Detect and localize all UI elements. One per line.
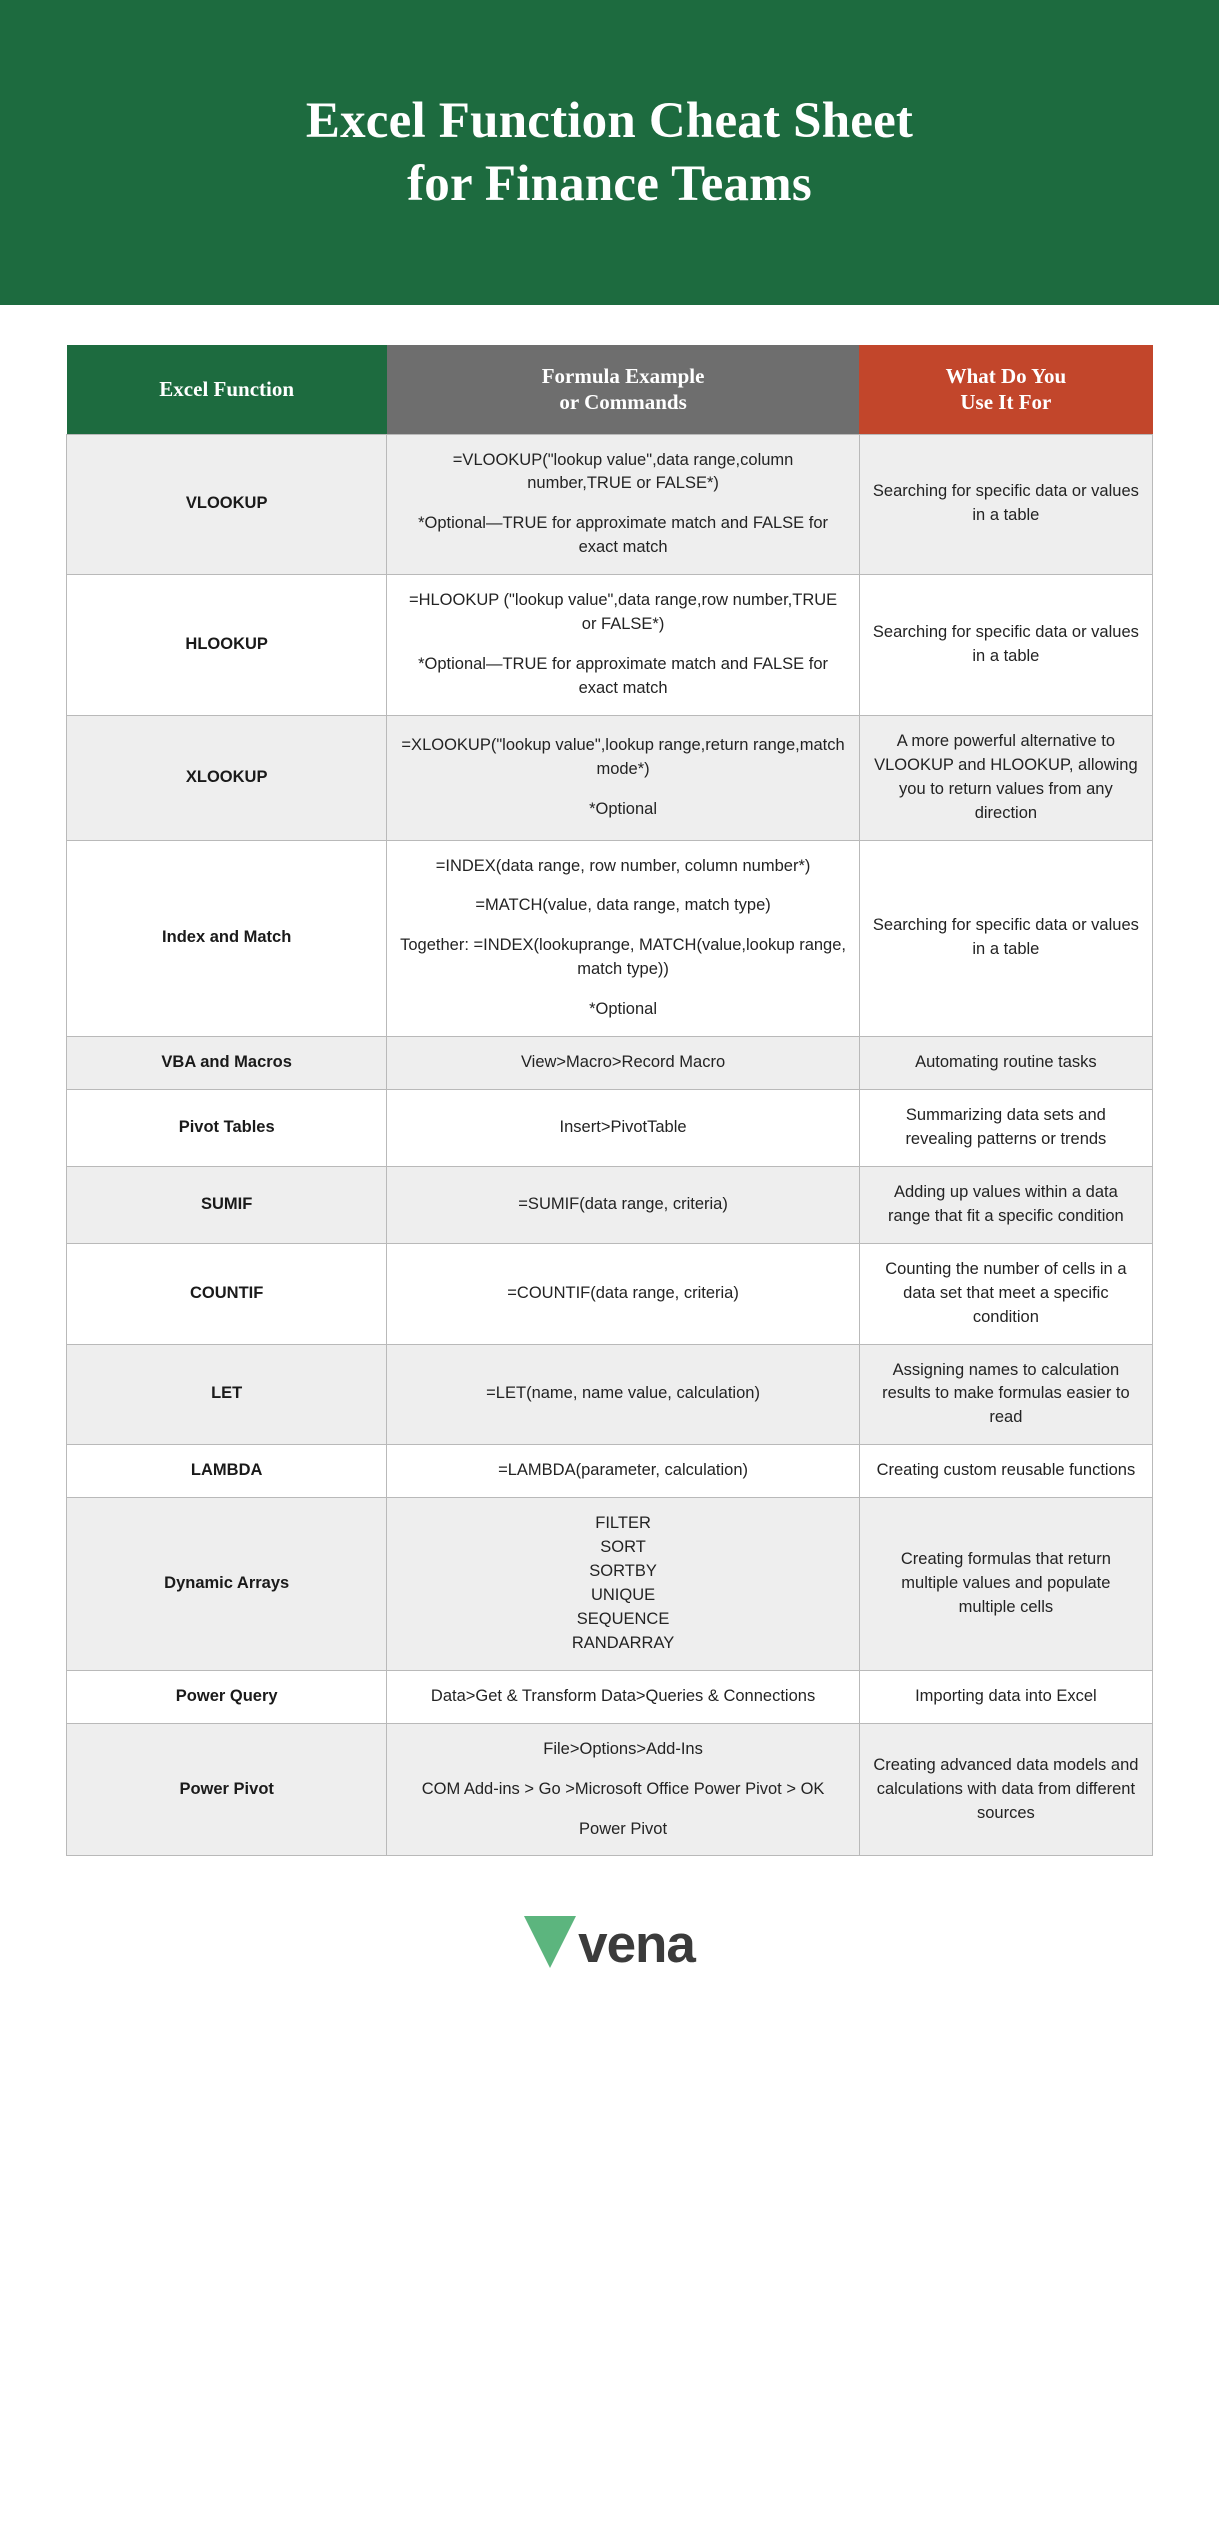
cell-function: Index and Match [67,840,387,1037]
cell-usage: Creating formulas that return multiple values and populate multiple cells [859,1498,1152,1671]
table-row [67,1166,1153,1243]
vena-logo [524,1915,695,1975]
cell-usage: Adding up values within a data range that fit a specific condition [859,1166,1152,1243]
cheat-sheet-table-container [0,305,1219,1856]
cell-function: SUMIF [67,1166,387,1243]
page-title-line-2: for Finance Teams [407,155,812,212]
cell-function: Dynamic Arrays [67,1498,387,1671]
cell-formula: =INDEX(data range, row number, column number*) =MATCH(value, data range, match type) Together: =INDEX(lookuprange, MATCH(value,lookup range, match type)) *Optional [387,840,859,1037]
page-title [306,90,913,214]
cell-usage: A more powerful alternative to VLOOKUP and HLOOKUP, allowing you to return values from any direction [859,715,1152,840]
cell-usage: Searching for specific data or values in a table [859,840,1152,1037]
page-header [0,0,1219,305]
cell-formula: =SUMIF(data range, criteria) [387,1166,859,1243]
table-row [67,1037,1153,1090]
cell-formula: FILTER SORT SORTBY UNIQUE SEQUENCE RANDARRAY [387,1498,859,1671]
cell-usage: Creating custom reusable functions [859,1445,1152,1498]
excel-function-table [66,345,1153,1856]
cell-function: HLOOKUP [67,575,387,716]
column-header-usage: What Do You Use It For [859,345,1152,434]
page-footer [0,1856,1219,2018]
cell-usage: Importing data into Excel [859,1670,1152,1723]
cell-usage: Searching for specific data or values in a table [859,575,1152,716]
cell-usage: Assigning names to calculation results to make formulas easier to read [859,1344,1152,1445]
cell-function: LAMBDA [67,1445,387,1498]
vena-logo-mark-icon [524,1916,576,1968]
table-row [67,1670,1153,1723]
table-row [67,1243,1153,1344]
cell-usage: Creating advanced data models and calculations with data from different sources [859,1723,1152,1856]
page-title-line-1: Excel Function Cheat Sheet [305,93,914,150]
cell-usage: Searching for specific data or values in a table [859,434,1152,575]
cell-formula: Data>Get & Transform Data>Queries & Connections [387,1670,859,1723]
table-row [67,840,1153,1037]
cell-formula: =LET(name, name value, calculation) [387,1344,859,1445]
cell-formula: View>Macro>Record Macro [387,1037,859,1090]
cell-function: LET [67,1344,387,1445]
table-row [67,1445,1153,1498]
cell-function: VLOOKUP [67,434,387,575]
cell-function: XLOOKUP [67,715,387,840]
cell-formula: =LAMBDA(parameter, calculation) [387,1445,859,1498]
cell-function: Power Pivot [67,1723,387,1856]
cell-formula: =XLOOKUP("lookup value",lookup range,return range,match mode*) *Optional [387,715,859,840]
table-row [67,715,1153,840]
cell-formula: =HLOOKUP ("lookup value",data range,row number,TRUE or FALSE*) *Optional—TRUE for approximate match and FALSE for exact match [387,575,859,716]
cell-function: VBA and Macros [67,1037,387,1090]
cell-function: Power Query [67,1670,387,1723]
column-header-function: Excel Function [67,345,387,434]
table-row [67,434,1153,575]
cell-function: COUNTIF [67,1243,387,1344]
table-row [67,1090,1153,1167]
cell-usage: Summarizing data sets and revealing patterns or trends [859,1090,1152,1167]
cell-formula: Insert>PivotTable [387,1090,859,1167]
cell-formula: =COUNTIF(data range, criteria) [387,1243,859,1344]
cell-usage: Automating routine tasks [859,1037,1152,1090]
table-row [67,575,1153,716]
cell-formula: File>Options>Add-Ins COM Add-ins > Go >Microsoft Office Power Pivot > OK Power Pivot [387,1723,859,1856]
table-row [67,1498,1153,1671]
table-row [67,1344,1153,1445]
cell-usage: Counting the number of cells in a data set that meet a specific condition [859,1243,1152,1344]
column-header-formula: Formula Example or Commands [387,345,859,434]
table-row [67,1723,1153,1856]
vena-logo-text: vena [578,1915,695,1975]
cell-formula: =VLOOKUP("lookup value",data range,column number,TRUE or FALSE*) *Optional—TRUE for approximate match and FALSE for exact match [387,434,859,575]
cell-function: Pivot Tables [67,1090,387,1167]
table-header-row [67,345,1153,434]
